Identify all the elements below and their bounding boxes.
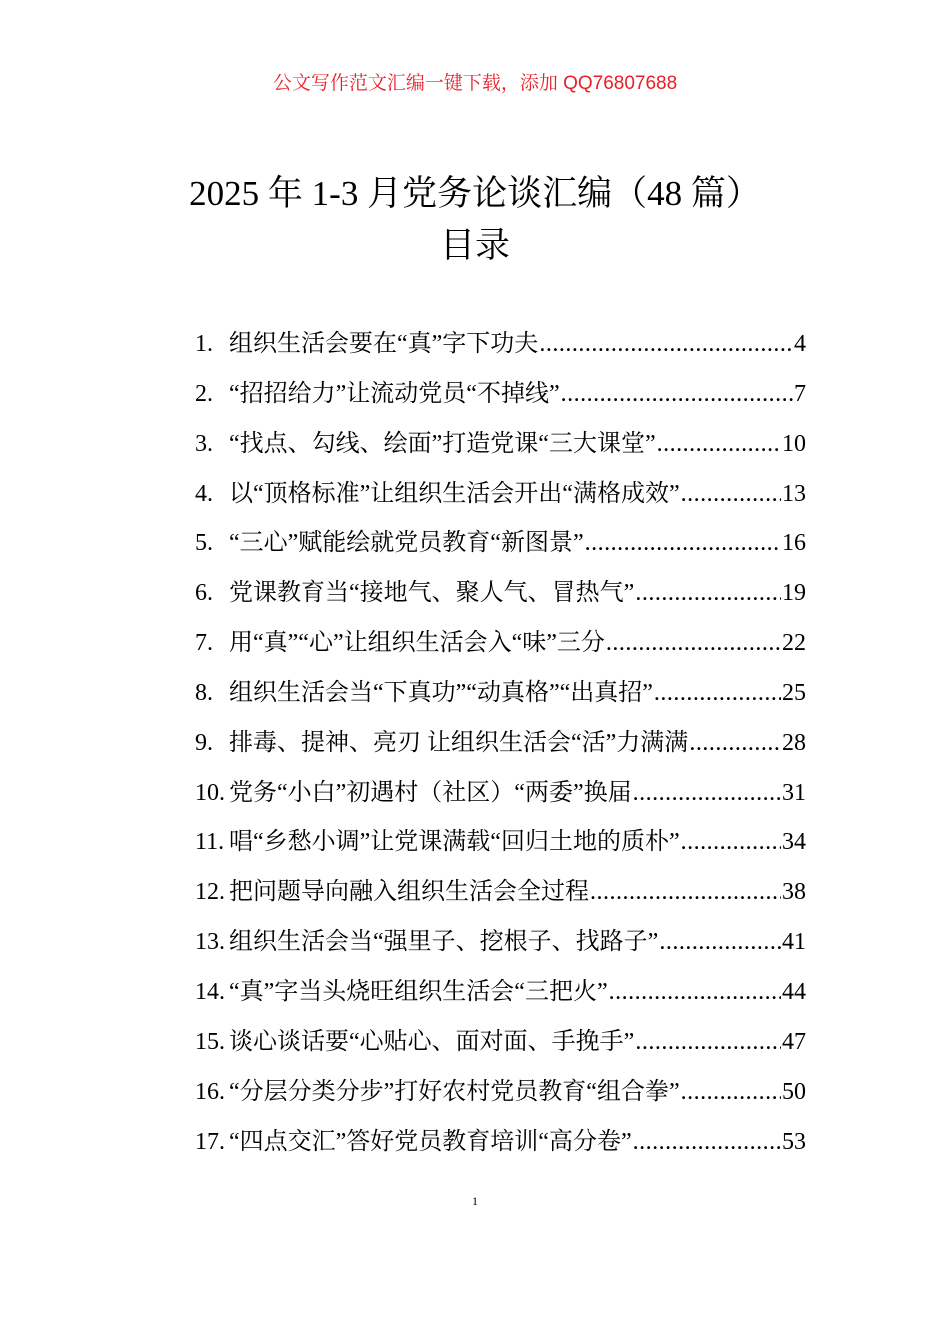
toc-entry-number: 4. bbox=[195, 480, 213, 507]
toc-entry-page: 47 bbox=[782, 1028, 806, 1055]
toc-heading: 目录 bbox=[439, 226, 510, 265]
dot-leader bbox=[635, 1022, 781, 1062]
toc-entry-page: 41 bbox=[782, 929, 806, 956]
toc-entry-page: 16 bbox=[782, 530, 806, 557]
toc-entry-title: 组织生活会当“下真功”“动真格”“出真招” bbox=[229, 679, 653, 706]
toc-entry[interactable] bbox=[195, 523, 806, 573]
toc-entry-page: 13 bbox=[782, 480, 806, 507]
toc-entry-number: 2. bbox=[195, 380, 213, 407]
dot-leader bbox=[681, 474, 781, 514]
toc-entry-number: 6. bbox=[195, 580, 213, 607]
toc-entry[interactable] bbox=[195, 424, 806, 474]
toc-entry-page: 53 bbox=[782, 1128, 806, 1155]
toc-entry-page: 44 bbox=[782, 978, 806, 1005]
dot-leader bbox=[633, 1122, 781, 1162]
toc-entry-number: 9. bbox=[195, 729, 213, 756]
toc-entry-title: “找点、勾线、绘面”打造党课“三大课堂” bbox=[229, 430, 656, 457]
toc-entry-page: 22 bbox=[782, 630, 806, 657]
toc-entry-title: 用“真”“心”让组织生活会入“味”三分 bbox=[229, 630, 605, 657]
toc-entry-number: 8. bbox=[195, 679, 213, 706]
dot-leader bbox=[561, 374, 793, 414]
toc-entry-title: 排毒、提神、亮刃 让组织生活会“活”力满满 bbox=[229, 729, 689, 756]
toc-entry[interactable] bbox=[195, 723, 806, 773]
toc-entry-number: 11. bbox=[195, 829, 225, 856]
toc-entry[interactable] bbox=[195, 374, 806, 424]
dot-leader bbox=[590, 872, 781, 912]
table-of-contents bbox=[195, 324, 806, 1171]
toc-entry-number: 13. bbox=[195, 929, 225, 956]
dot-leader bbox=[657, 424, 781, 464]
toc-entry-page: 38 bbox=[782, 879, 806, 906]
toc-entry-title: 以“顶格标准”让组织生活会开出“满格成效” bbox=[229, 480, 680, 507]
toc-entry-title: 谈心谈话要“心贴心、面对面、手挽手” bbox=[229, 1028, 635, 1055]
toc-entry-number: 1. bbox=[195, 331, 213, 357]
dot-leader bbox=[681, 1072, 781, 1112]
toc-entry[interactable] bbox=[195, 474, 806, 524]
page-number: 1 bbox=[472, 1194, 478, 1208]
dot-leader bbox=[654, 673, 781, 713]
toc-entry-page: 4 bbox=[794, 331, 806, 357]
dot-leader bbox=[681, 822, 781, 862]
toc-entry[interactable] bbox=[195, 1072, 806, 1122]
dot-leader bbox=[659, 922, 781, 962]
toc-entry-page: 19 bbox=[782, 580, 806, 607]
toc-entry-page: 25 bbox=[782, 679, 806, 706]
toc-entry-title: “三心”赋能绘就党员教育“新图景” bbox=[229, 530, 584, 557]
toc-entry-title: 党课教育当“接地气、聚人气、冒热气” bbox=[229, 580, 635, 607]
toc-entry-title: 组织生活会当“强里子、挖根子、找路子” bbox=[229, 929, 659, 956]
toc-entry-page: 31 bbox=[782, 779, 806, 806]
toc-entry-page: 10 bbox=[782, 430, 806, 457]
toc-entry-page: 50 bbox=[782, 1078, 806, 1105]
toc-entry-title: “四点交汇”答好党员教育培训“高分卷” bbox=[229, 1128, 632, 1155]
toc-entry-number: 17. bbox=[195, 1128, 225, 1155]
document-title: 2025 年 1-3 月党务论谈汇编（48 篇） bbox=[189, 174, 761, 213]
toc-entry[interactable] bbox=[195, 573, 806, 623]
dot-leader bbox=[585, 523, 781, 563]
toc-entry[interactable] bbox=[195, 822, 806, 872]
dot-leader bbox=[689, 723, 781, 763]
toc-entry-title: 唱“乡愁小调”让党课满载“回归土地的质朴” bbox=[229, 829, 680, 856]
toc-entry[interactable] bbox=[195, 922, 806, 972]
toc-entry-number: 7. bbox=[195, 630, 213, 657]
toc-entry-title: “真”字当头烧旺组织生活会“三把火” bbox=[229, 978, 608, 1005]
toc-entry-number: 10. bbox=[195, 779, 225, 806]
dot-leader bbox=[633, 773, 781, 813]
toc-entry[interactable] bbox=[195, 1122, 806, 1172]
toc-entry[interactable] bbox=[195, 872, 806, 922]
toc-entry-title: 把问题导向融入组织生活会全过程 bbox=[229, 879, 589, 906]
toc-entry[interactable] bbox=[195, 773, 806, 823]
toc-entry-page: 7 bbox=[794, 380, 806, 407]
dot-leader bbox=[606, 623, 781, 663]
dot-leader bbox=[609, 972, 781, 1012]
toc-entry-page: 34 bbox=[782, 829, 806, 856]
toc-entry-number: 14. bbox=[195, 978, 225, 1005]
toc-entry-number: 15. bbox=[195, 1028, 225, 1055]
toc-entry-title: “分层分类分步”打好农村党员教育“组合拳” bbox=[229, 1078, 680, 1105]
toc-entry-number: 12. bbox=[195, 879, 225, 906]
toc-entry-number: 3. bbox=[195, 430, 213, 457]
toc-entry-title: 组织生活会要在“真”字下功夫 bbox=[229, 331, 539, 357]
toc-entry-number: 5. bbox=[195, 530, 213, 557]
toc-entry-number: 16. bbox=[195, 1078, 225, 1105]
toc-entry-title: 党务“小白”初遇村（社区）“两委”换届 bbox=[229, 779, 632, 806]
dot-leader bbox=[635, 573, 781, 613]
toc-entry[interactable] bbox=[195, 1022, 806, 1072]
toc-entry[interactable] bbox=[195, 623, 806, 673]
watermark-contact: 公文写作范文汇编一键下载，添加 QQ76807688 bbox=[272, 73, 678, 94]
dot-leader bbox=[539, 324, 793, 364]
toc-entry[interactable] bbox=[195, 324, 806, 374]
toc-entry-page: 28 bbox=[782, 729, 806, 756]
toc-entry-title: “招招给力”让流动党员“不掉线” bbox=[229, 380, 560, 407]
toc-entry[interactable] bbox=[195, 972, 806, 1022]
toc-entry[interactable] bbox=[195, 673, 806, 723]
